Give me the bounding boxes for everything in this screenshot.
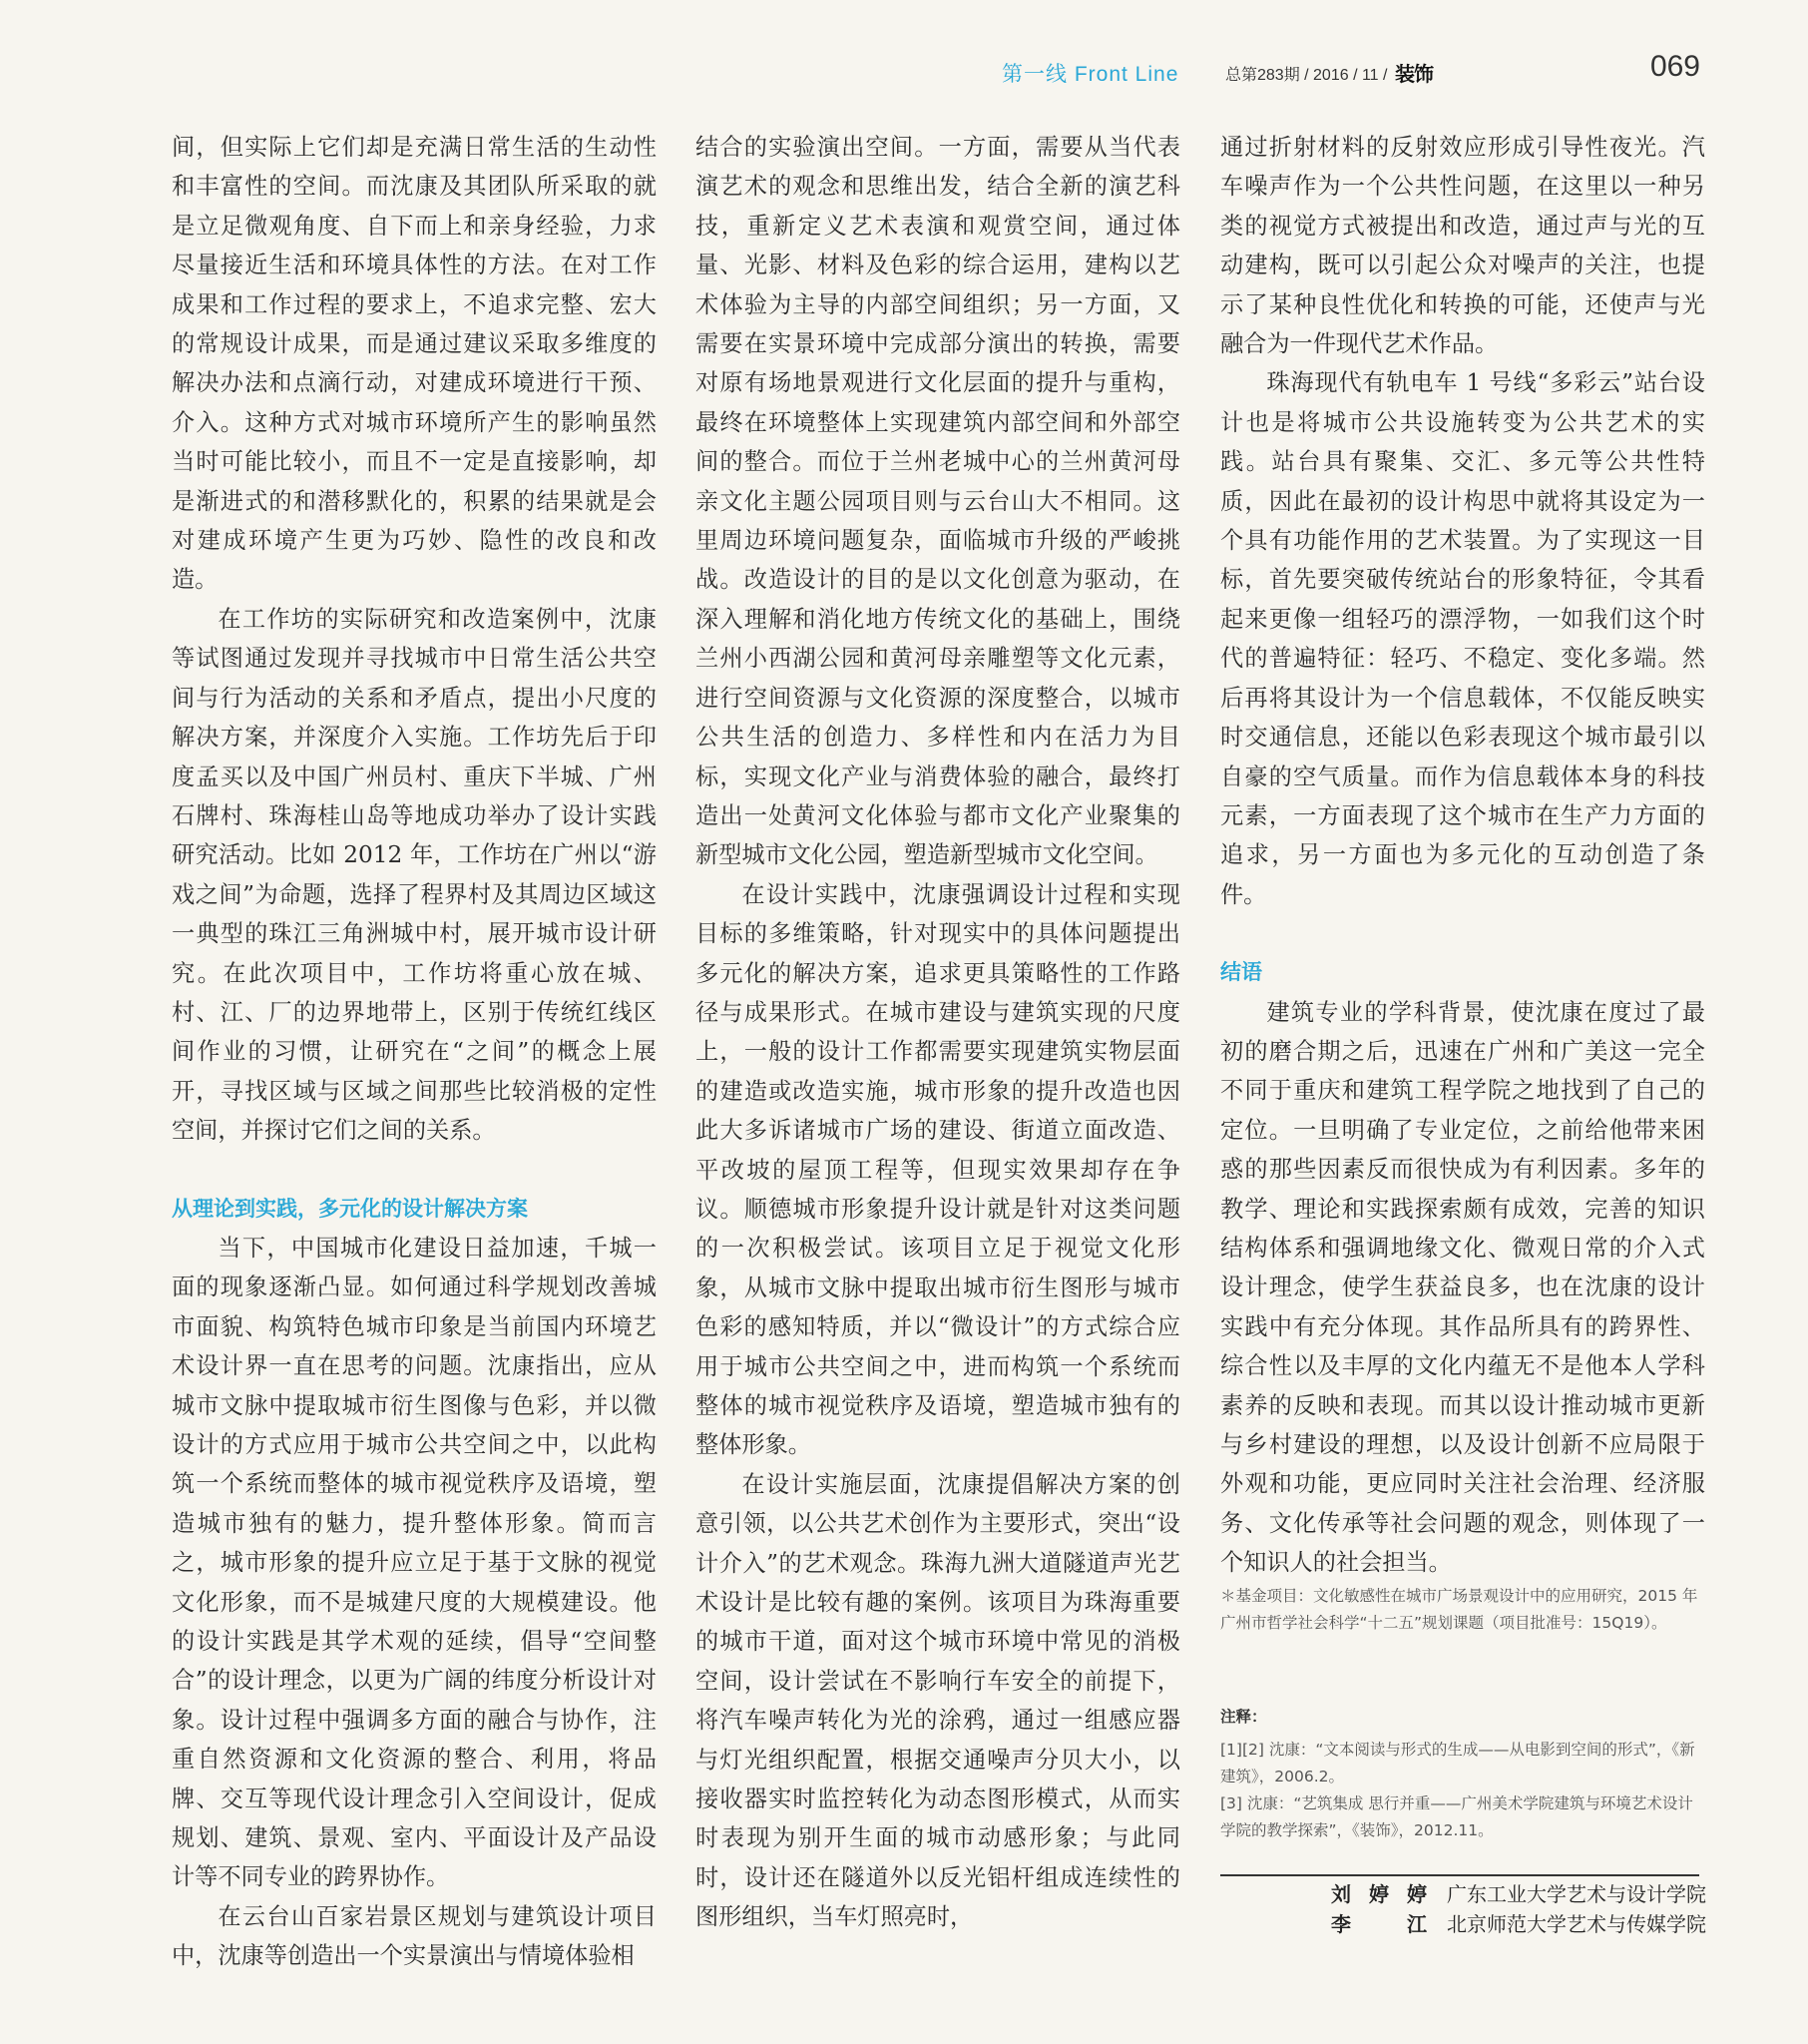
- page-header: [1002, 50, 1700, 94]
- author-name: 刘婷婷: [1331, 1882, 1427, 1906]
- paragraph: 建筑专业的学科背景，使沈康在度过了最初的磨合期之后，迅速在广州和广美这一完全不同于重庆和建筑工程学院之地找到了自己的定位。一旦明确了专业定位，之前给他带来困惑的那些因素反而很快成为有利因素。多年的教学、理论和实践探索颇有成效，完善的知识结构体系和强调地缘文化、微观日常的介入式设计理念，使学生获益良多，也在沈康的设计实践中有充分体现。其作品所具有的跨界性、综合性以及丰厚的文化内蕴无不是他本人学科素养的反映和表现。而其以设计推动城市更新与乡村建设的理想，以及设计创新不应局限于外观和功能，更应同时关注社会治理、经济服务、文化传承等社会问题的观念，则体现了一个知识人的社会担当。: [1220, 998, 1705, 1577]
- footnote: [3] 沈康：“艺筑集成 思行并重——广州美术学院建筑与环境艺术设计学院的教学探索”，《装饰》，2012.11。: [1220, 1794, 1693, 1839]
- footnote: [1][2] 沈康：“文本阅读与形式的生成——从电影到空间的形式”，《新建筑》，2006.2。: [1220, 1741, 1695, 1786]
- paragraph: 在工作坊的实际研究和改造案例中，沈康等试图通过发现并寻找城市中日常生活公共空间与行为活动的关系和矛盾点，提出小尺度的解决方案，并深度介入实施。工作坊先后于印度孟买以及中国广州员村、重庆下半城、广州石牌村、珠海桂山岛等地成功举办了设计实践研究活动。比如 2012 年，工作坊在广州以“游戏之间”为命题，选择了程界村及其周边区域这一典型的珠江三角洲城中村，展开城市设计研究。在此次项目中，工作坊将重心放在城、村、江、厂的边界地带上，区别于传统红线区间作业的习惯，让研究在“之间”的概念上展开，寻找区域与区域之间那些比较消极的定性空间，并探讨它们之间的关系。: [172, 605, 657, 1145]
- author-block: [1297, 1879, 1706, 1939]
- footnotes-title: 注释：: [1220, 1708, 1267, 1726]
- text-column-3: [1220, 128, 1705, 1583]
- paragraph: 在设计实践中，沈康强调设计过程和实现目标的多维策略，针对现实中的具体问题提出多元化的解决方案，追求更具策略性的工作路径与成果形式。在城市建设与建筑实现的尺度上，一般的设计工作都需要实现建筑实物层面的建造或改造实施，城市形象的提升改造也因此大多诉诸城市广场的建设、街道立面改造、平改坡的屋顶工程等，但现实效果却存在争议。顺德城市形象提升设计就是针对这类问题的一次积极尝试。该项目立足于视觉文化形象，从城市文脉中提取出城市衍生图形与城市色彩的感知特质，并以“微设计”的方式综合应用于城市公共空间之中，进而构筑一个系统而整体的城市视觉秩序及语境，塑造城市独有的整体形象。: [695, 880, 1180, 1459]
- author-row: [1297, 1879, 1706, 1909]
- issue-info: 总第283期 / 2016 / 11 /: [1225, 67, 1388, 84]
- author-divider: [1220, 1874, 1699, 1876]
- paragraph: 间，但实际上它们却是充满日常生活的生动性和丰富性的空间。而沈康及其团队所采取的就是立足微观角度、自下而上和亲身经验，力求尽量接近生活和环境具体性的方法。在对工作成果和工作过程的要求上，不追求完整、宏大的常规设计成果，而是通过建议采取多维度的解决办法和点滴行动，对建成环境进行干预、介入。这种方式对城市环境所产生的影响虽然当时可能比较小，而且不一定是直接影响，却是渐进式的和潜移默化的，积累的结果就是会对建成环境产生更为巧妙、隐性的改良和改造。: [172, 134, 657, 594]
- paragraph: 结合的实验演出空间。一方面，需要从当代表演艺术的观念和思维出发，结合全新的演艺科技，重新定义艺术表演和观赏空间，通过体量、光影、材料及色彩的综合运用，建构以艺术体验为主导的内部空间组织；另一方面，又需要在实景环境中完成部分演出的转换，需要对原有场地景观进行文化层面的提升与重构，最终在环境整体上实现建筑内部空间和外部空间的整合。而位于兰州老城中心的兰州黄河母亲文化主题公园项目则与云台山大不相同。这里周边环境问题复杂，面临城市升级的严峻挑战。改造设计的目的是以文化创意为驱动，在深入理解和消化地方传统文化的基础上，围绕兰州小西湖公园和黄河母亲雕塑等文化元素，进行空间资源与文化资源的深度整合，以城市公共生活的创造力、多样性和内在活力为目标，实现文化产业与消费体验的融合，最终打造出一处黄河文化体验与都市文化产业聚集的新型城市文化公园，塑造新型城市文化空间。: [695, 134, 1180, 869]
- text-column-2: [695, 128, 1180, 1937]
- footnotes: [1220, 1704, 1705, 1844]
- author-row: [1297, 1909, 1706, 1939]
- section-spacer: [1220, 914, 1705, 953]
- paragraph: 在设计实施层面，沈康提倡解决方案的创意引领，以公共艺术创作为主要形式，突出“设计介入”的艺术观念。珠海九洲大道隧道声光艺术设计是比较有趣的案例。该项目为珠海重要的城市干道，面对这个城市环境中常见的消极空间，设计尝试在不影响行车安全的前提下，将汽车噪声转化为光的涂鸦，通过一组感应器与灯光组织配置，根据交通噪声分贝大小，以接收器实时监控转化为动态图形模式，从而实时表现为别开生面的城市动感形象；与此同时，设计还在隧道外以反光铝杆组成连续性的图形组织，当车灯照亮时，: [695, 1470, 1180, 1931]
- author-affiliation: 广东工业大学艺术与设计学院: [1447, 1882, 1706, 1906]
- text-column-1: [172, 128, 657, 1976]
- paragraph: 珠海现代有轨电车 1 号线“多彩云”站台设计也是将城市公共设施转变为公共艺术的实践。站台具有聚集、交汇、多元等公共性特质，因此在最初的设计构思中就将其设定为一个具有功能作用的艺术装置。为了实现这一目标，首先要突破传统站台的形象特征，令其看起来更像一组轻巧的漂浮物，一如我们这个时代的普遍特征：轻巧、不稳定、变化多端。然后再将其设计为一个信息载体，不仅能反映实时交通信息，还能以色彩表现这个城市最引以自豪的空气质量。而作为信息载体本身的科技元素，一方面表现了这个城市在生产力方面的追求，另一方面也为多元化的互动创造了条件。: [1220, 369, 1705, 908]
- section-heading: 结语: [1220, 960, 1262, 985]
- section-label: 第一线 Front Line: [1002, 63, 1179, 86]
- author-name: 李江: [1331, 1912, 1427, 1936]
- magazine-logo: 装饰: [1395, 64, 1433, 86]
- paragraph: 在云台山百家岩景区规划与建筑设计项目中，沈康等创造出一个实景演出与情境体验相: [172, 1902, 657, 1970]
- paragraph: 通过折射材料的反射效应形成引导性夜光。汽车噪声作为一个公共性问题，在这里以一种另类的视觉方式被提出和改造，通过声与光的互动建构，既可以引起公众对噪声的关注，也提示了某种良性优化和转换的可能，还使声与光融合为一件现代艺术作品。: [1220, 134, 1705, 358]
- fund-note: ＊基金项目：文化敏感性在城市广场景观设计中的应用研究，2015 年广州市哲学社会科学“十二五”规划课题（项目批准号：15Q19）。: [1220, 1587, 1698, 1632]
- author-affiliation: 北京师范大学艺术与传媒学院: [1447, 1912, 1706, 1936]
- section-heading: 从理论到实践，多元化的设计解决方案: [172, 1196, 528, 1221]
- section-spacer: [172, 1151, 657, 1190]
- paragraph: 当下，中国城市化建设日益加速，千城一面的现象逐渐凸显。如何通过科学规划改善城市面貌、构筑特色城市印象是当前国内环境艺术设计界一直在思考的问题。沈康指出，应从城市文脉中提取城市衍生图像与色彩，并以微设计的方式应用于城市公共空间之中，以此构筑一个系统而整体的城市视觉秩序及语境，塑造城市独有的魅力，提升整体形象。简而言之，城市形象的提升应立足于基于文脉的视觉文化形象，而不是城建尺度的大规模建设。他的设计实践是其学术观的延续，倡导“空间整合”的设计理念，以更为广阔的纬度分析设计对象。设计过程中强调多方面的融合与协作，注重自然资源和文化资源的整合、利用，将品牌、交互等现代设计理念引入空间设计，促成规划、建筑、景观、室内、平面设计及产品设计等不同专业的跨界协作。: [172, 1234, 657, 1891]
- page-number: 069: [1649, 50, 1700, 83]
